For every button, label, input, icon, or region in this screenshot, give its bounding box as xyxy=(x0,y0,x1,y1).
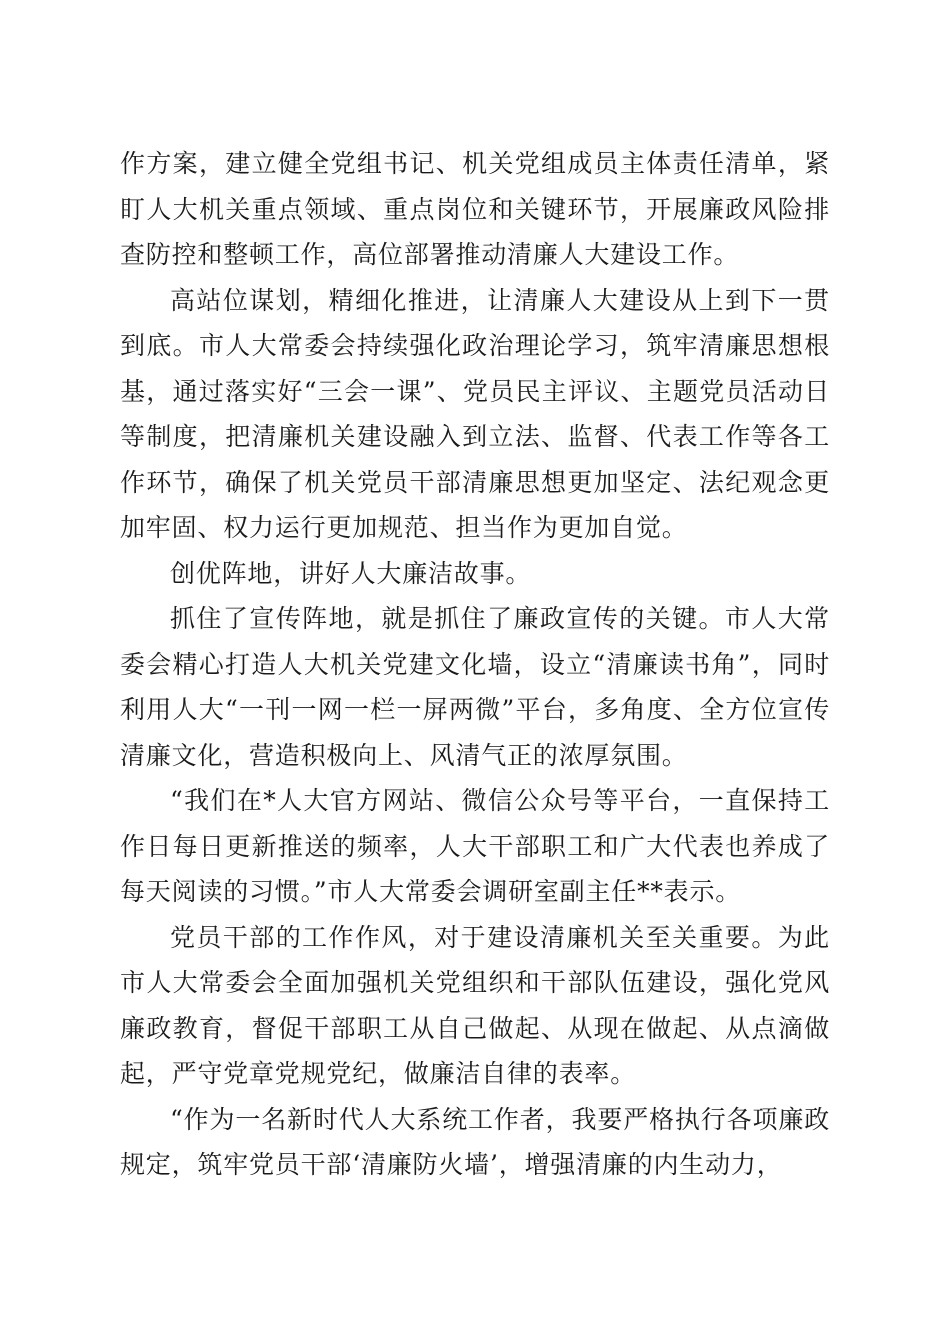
paragraph-quote-worker: “作为一名新时代人大系统工作者，我要严格执行各项廉政规定，筑牢党员干部‘清廉防火墙’，增强清廉的内生动力， xyxy=(120,1104,830,1179)
paragraph-work-style: 党员干部的工作作风，对于建设清廉机关至关重要。为此市人大常委会全面加强机关党组织和干部队伍建设，强化党风廉政教育，督促干部职工从自己做起、从现在做起、从点滴做起，严守党章党规党纪，做廉洁自律的表率。 xyxy=(120,922,830,1088)
paragraph-continued: 作方案，建立健全党组书记、机关党组成员主体责任清单，紧盯人大机关重点领域、重点岗位和关键环节，开展廉政风险排查防控和整顿工作，高位部署推动清廉人大建设工作。 xyxy=(120,149,830,269)
document-body xyxy=(120,141,830,1188)
paragraph-heading-position: 创优阵地，讲好人大廉洁故事。 xyxy=(170,558,532,588)
paragraph-quote-website: “我们在*人大官方网站、微信公众号等平台，一直保持工作日每日更新推送的频率，人大干部职工和广大代表也养成了每天阅读的习惯。”市人大常委会调研室副主任**表示。 xyxy=(120,786,830,906)
paragraph-publicity: 抓住了宣传阵地，就是抓住了廉政宣传的关键。市人大常委会精心打造人大机关党建文化墙，设立“清廉读书角”，同时利用人大“一刊一网一栏一屏两微”平台，多角度、全方位宣传清廉文化，营造积极向上、风清气正的浓厚氛围。 xyxy=(120,604,830,770)
paragraph-planning: 高站位谋划，精细化推进，让清廉人大建设从上到下一贯到底。市人大常委会持续强化政治理论学习，筑牢清廉思想根基，通过落实好“三会一课”、党员民主评议、主题党员活动日等制度，把清廉机关建设融入到立法、监督、代表工作等各工作环节，确保了机关党员干部清廉思想更加坚定、法纪观念更加牢固、权力运行更加规范、担当作为更加自觉。 xyxy=(120,285,830,542)
